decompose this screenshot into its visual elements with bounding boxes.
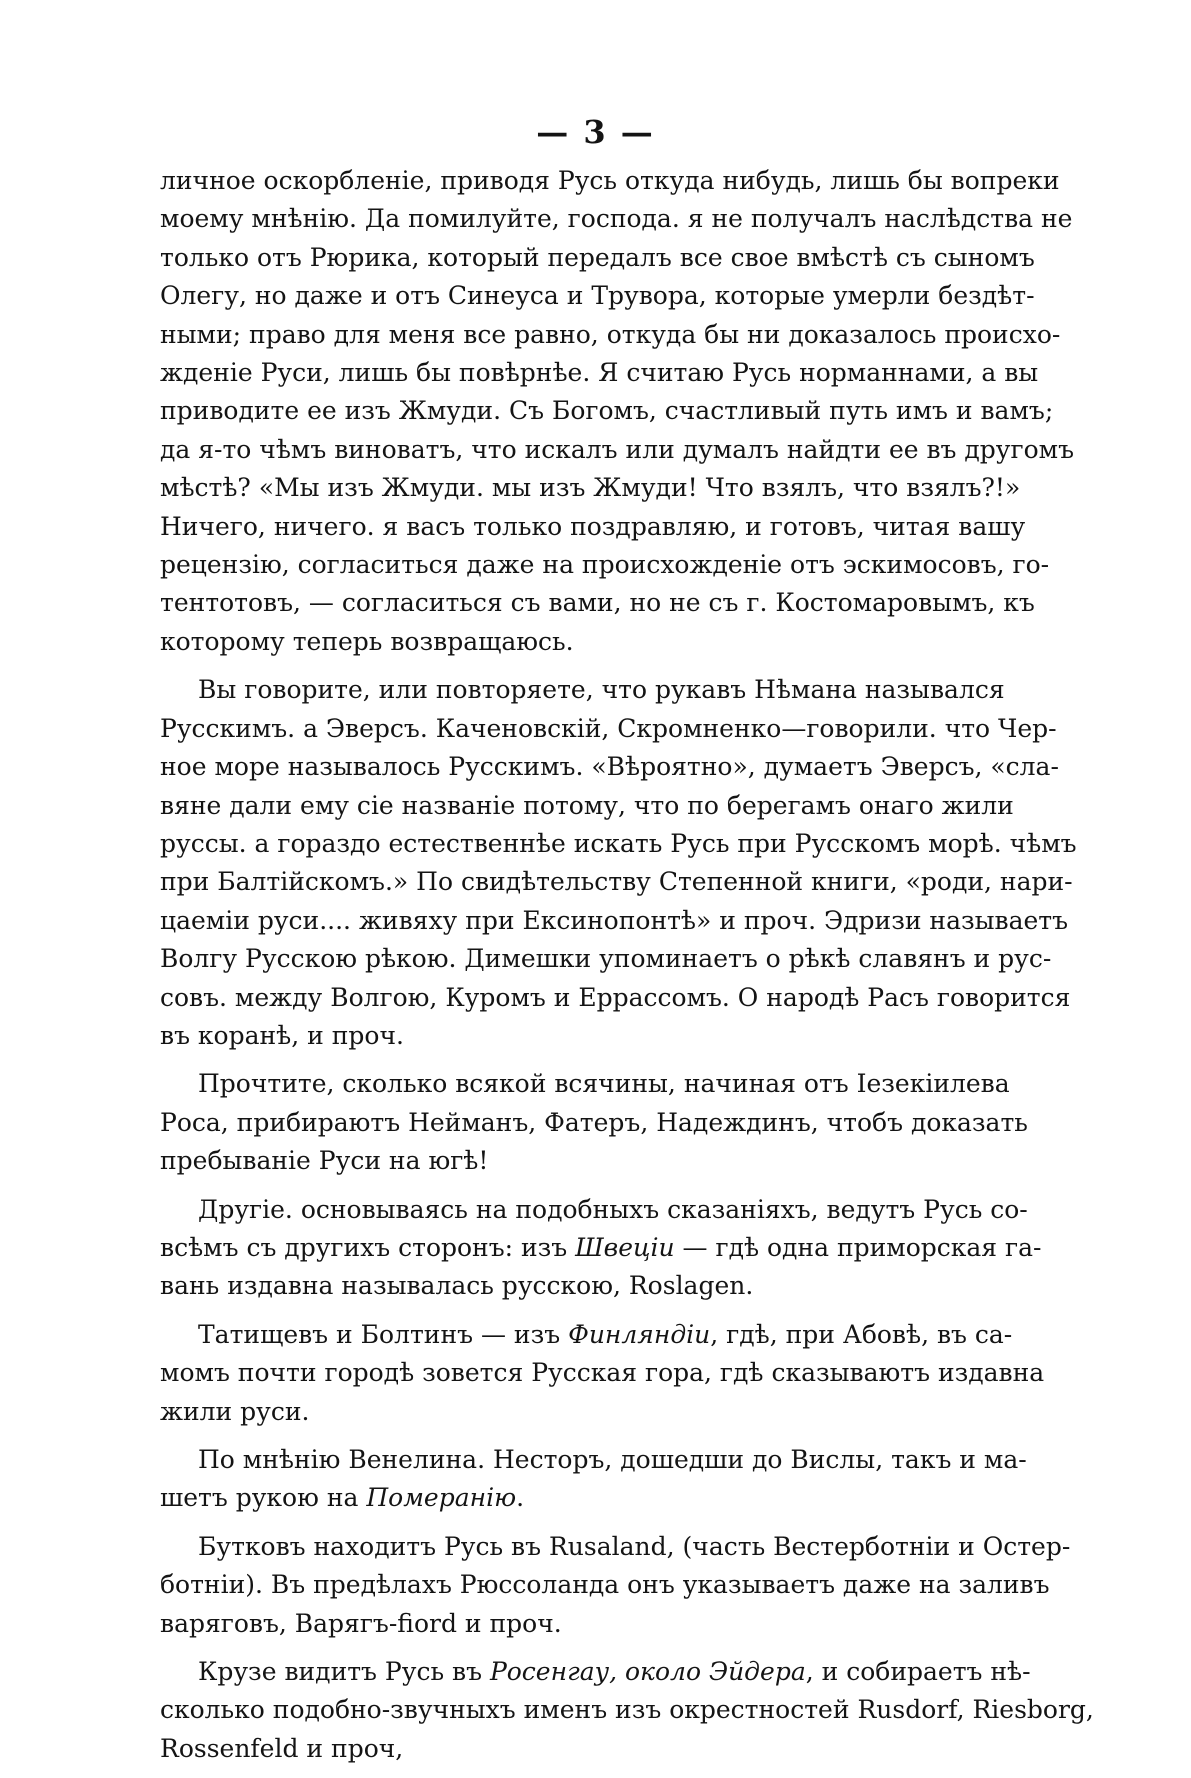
paragraph xyxy=(160,1065,1028,1180)
paragraph xyxy=(160,1441,1027,1518)
body-text xyxy=(160,162,1094,1778)
text-run: . xyxy=(516,1483,525,1513)
text-line xyxy=(160,1229,1042,1267)
text-run: — гдѣ одна приморская га- xyxy=(674,1232,1042,1262)
italic-term: Померанію xyxy=(366,1483,517,1513)
paragraph xyxy=(160,1191,1042,1306)
text-line xyxy=(160,392,1054,430)
text-run: рецензію, согласиться даже на происхожденіе отъ эскимосовъ, го- xyxy=(160,550,1050,580)
text-run: жденіе Руси, лишь бы повѣрнѣе. Я считаю Русь норманнами, а вы xyxy=(160,358,1039,388)
text-line xyxy=(160,316,1061,354)
text-run: Волгу Русскою рѣкою. Димешки упоминаетъ о рѣкѣ славянъ и рус- xyxy=(160,944,1052,974)
text-line xyxy=(160,979,1071,1017)
text-line xyxy=(160,354,1039,392)
text-line xyxy=(160,1142,982,1180)
text-run: да я-то чѣмъ виноватъ, что искалъ или думалъ найдти ее въ другомъ xyxy=(160,434,1075,464)
text-run: По мнѣнію Венелина. Несторъ, дошедши до Вислы, такъ и ма- xyxy=(198,1445,1027,1474)
text-run: Rossenfeld и проч, xyxy=(160,1733,404,1763)
text-line xyxy=(160,710,1057,748)
text-line xyxy=(160,1691,1094,1729)
text-run: которому теперь возвращаюсь. xyxy=(160,626,574,656)
text-line xyxy=(160,623,982,661)
text-run: , и собираетъ нѣ- xyxy=(805,1657,1031,1687)
text-run: Роса, прибираютъ Нейманъ, Фатеръ, Надеждинъ, чтобъ доказать xyxy=(160,1107,1028,1137)
text-line xyxy=(160,277,1035,315)
text-line xyxy=(160,940,1052,978)
text-line xyxy=(160,1566,1050,1604)
text-line xyxy=(160,863,1073,901)
text-run: Татищевъ и Болтинъ — изъ xyxy=(198,1319,569,1349)
text-line xyxy=(160,508,1026,546)
text-run: ными; право для меня все равно, откуда бы ни доказалось происхо- xyxy=(160,319,1061,349)
text-line xyxy=(160,1065,1010,1103)
text-line xyxy=(160,1479,982,1517)
text-run: Прочтите, сколько всякой всячины, начиная отъ Іезекіилева xyxy=(198,1069,1010,1099)
italic-term: Швеціи xyxy=(575,1232,675,1262)
paragraph xyxy=(160,162,1075,661)
text-run: Бутковъ находитъ Русь въ Rusaland, (часть Вестерботніи и Остер- xyxy=(198,1531,1071,1561)
text-run: всѣмъ съ другихъ сторонъ: изъ xyxy=(160,1232,576,1262)
text-line xyxy=(160,825,1077,863)
page-number: — 3 — xyxy=(536,113,655,151)
text-line xyxy=(160,1653,1031,1691)
text-run: момъ почти городѣ зовется Русская гора, гдѣ сказываютъ издавна xyxy=(160,1358,1045,1388)
text-line xyxy=(160,431,1075,469)
text-line xyxy=(160,1393,982,1431)
text-line xyxy=(160,469,1021,507)
text-run: пребываніе Руси на югѣ! xyxy=(160,1146,489,1176)
text-run: приводите ее изъ Жмуди. Съ Богомъ, счастливый путь имъ и вамъ; xyxy=(160,396,1054,426)
text-line xyxy=(160,748,1059,786)
paragraph xyxy=(160,671,1077,1055)
text-line xyxy=(160,671,1005,709)
text-run: сколько подобно-звучныхъ именъ изъ окрестностей Rusdorf, Riesborg, xyxy=(160,1695,1094,1725)
text-run: при Балтійскомъ.» По свидѣтельству Степенной книги, «роди, нари- xyxy=(160,867,1073,897)
text-run: въ коранѣ, и проч. xyxy=(160,1020,404,1050)
text-run: варяговъ, Варягъ-fiord и проч. xyxy=(160,1608,562,1638)
text-line xyxy=(160,1017,982,1055)
text-line xyxy=(160,1316,1013,1354)
text-line xyxy=(160,239,1035,277)
text-run: тентотовъ, — согласиться съ вами, но не съ г. Костомаровымъ, къ xyxy=(160,588,1035,618)
text-line xyxy=(160,902,1069,940)
text-run: ботніи). Въ предѣлахъ Рюссоланда онъ указываетъ даже на заливъ xyxy=(160,1570,1050,1600)
text-run: моему мнѣнію. Да помилуйте, господа. я не получалъ наслѣдства не xyxy=(160,204,1073,234)
text-line xyxy=(160,1441,1027,1479)
text-run: жили руси. xyxy=(160,1396,310,1426)
text-run: шетъ рукою на xyxy=(160,1483,367,1513)
text-run: вяне дали ему сіе названіе потому, что по берегамъ онаго жили xyxy=(160,790,1014,820)
italic-term: Росенгау, около Эйдера xyxy=(489,1657,806,1687)
text-run: Крузе видитъ Русь въ xyxy=(198,1657,490,1687)
text-line xyxy=(160,584,1035,622)
text-line xyxy=(160,1191,1028,1229)
text-run: Русскимъ. а Эверсъ. Каченовскій, Скромненко—говорили. что Чер- xyxy=(160,713,1057,743)
text-run: ное море называлось Русскимъ. «Вѣроятно», думаетъ Эверсъ, «сла- xyxy=(160,752,1059,782)
text-line xyxy=(160,1730,982,1768)
text-run: мѣстѣ? «Мы изъ Жмуди. мы изъ Жмуди! Что взялъ, что взялъ?!» xyxy=(160,473,1021,503)
text-run: вань издавна называлась русскою, Roslagen. xyxy=(160,1271,754,1301)
text-line xyxy=(160,162,1060,200)
text-run: Ничего, ничего. я васъ только поздравляю, и готовъ, читая вашу xyxy=(160,511,1026,541)
text-run: Олегу, но даже и отъ Синеуса и Трувора, которые умерли бездѣт- xyxy=(160,281,1035,311)
text-run: Другіе. основываясь на подобныхъ сказаніяхъ, ведутъ Русь со- xyxy=(198,1194,1028,1224)
text-run: , гдѣ, при Абовѣ, въ са- xyxy=(710,1319,1013,1349)
text-line xyxy=(160,787,1014,825)
text-run: только отъ Рюрика, который передалъ все свое вмѣстѣ съ сыномъ xyxy=(160,242,1035,272)
text-line xyxy=(160,200,1073,238)
text-run: Вы говорите, или повторяете, что рукавъ Нѣмана назывался xyxy=(198,675,1005,705)
text-run: руссы. а гораздо естественнѣе искать Русь при Русскомъ морѣ. чѣмъ xyxy=(160,828,1077,858)
text-line xyxy=(160,1528,1071,1566)
text-line xyxy=(160,546,1050,584)
text-line xyxy=(160,1605,982,1643)
text-line xyxy=(160,1267,982,1305)
text-line xyxy=(160,1354,1045,1392)
text-line xyxy=(160,1104,1028,1142)
paragraph xyxy=(160,1528,1071,1643)
text-run: цаеміи руси.... живяху при Ексинопонтѣ» и проч. Эдризи называетъ xyxy=(160,905,1069,935)
paragraph xyxy=(160,1653,1094,1768)
italic-term: Финляндіи xyxy=(568,1319,711,1349)
text-run: личное оскорбленіе, приводя Русь откуда нибудь, лишь бы вопреки xyxy=(160,166,1060,195)
paragraph xyxy=(160,1316,1045,1431)
text-run: совъ. между Волгою, Куромъ и Еррассомъ. О народѣ Расъ говорится xyxy=(160,982,1071,1012)
